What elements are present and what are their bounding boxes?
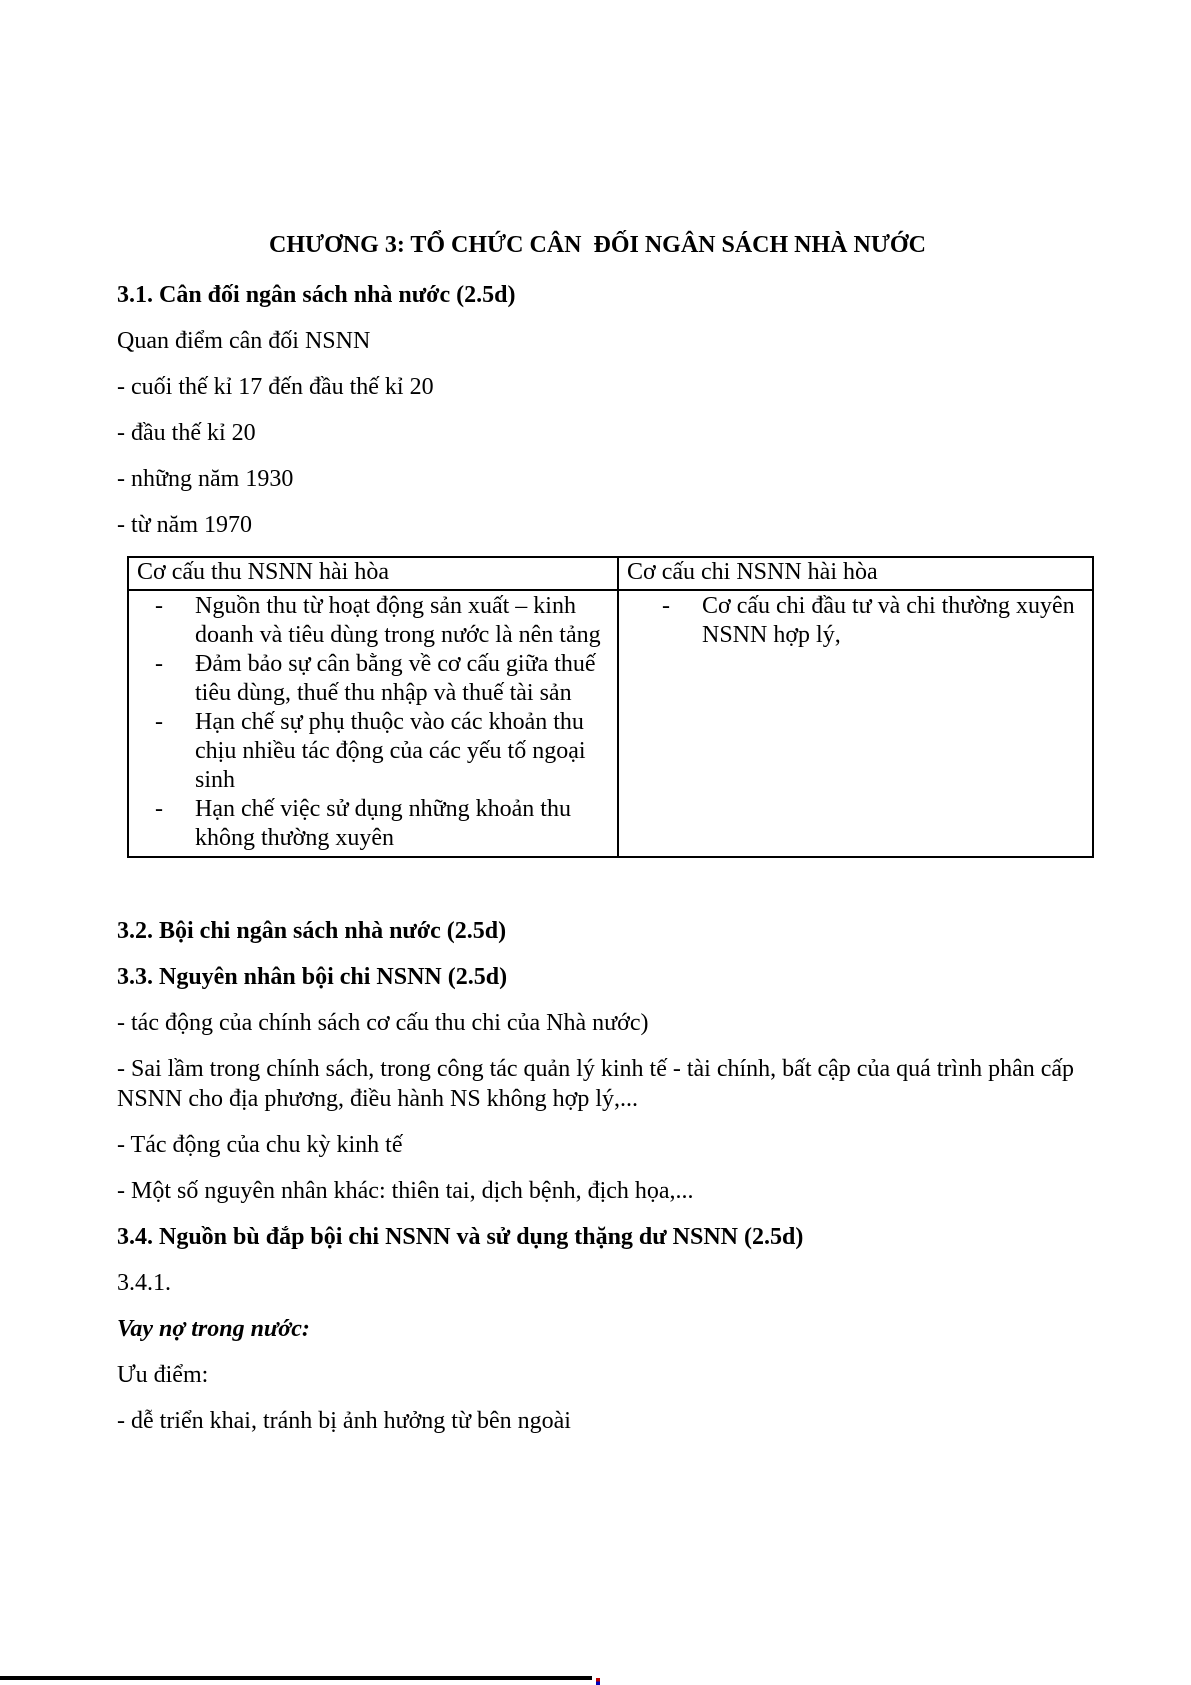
list-item-text: Cơ cấu chi đầu tư và chi thường xuyên NSNN hợp lý, [702, 593, 1075, 648]
table-cell-thu [128, 590, 618, 857]
heading-3-2: 3.2. Bội chi ngân sách nhà nước (2.5d) [117, 918, 507, 944]
table-header-row [128, 557, 1093, 590]
bullet-marker: - [662, 593, 670, 619]
list-item-text: Nguồn thu từ hoạt động sản xuất – kinh doanh và tiêu dùng trong nước là nên tảng [195, 593, 601, 648]
bullet-marker: - [155, 593, 163, 619]
list-item-text: Hạn chế việc sử dụng những khoản thu không thường xuyên [195, 796, 571, 851]
paragraph-cuoi-the-ki-17: - cuối thế kỉ 17 đến đầu thế kỉ 20 [117, 374, 434, 400]
bullet-marker: - [155, 796, 163, 822]
table-body-row [128, 590, 1093, 857]
paragraph-tu-nam-1970: - từ năm 1970 [117, 512, 252, 538]
paragraph-tac-dong-chinh-sach: - tác động của chính sách cơ cấu thu chi của Nhà nước) [117, 1010, 649, 1036]
page-bottom-artifact [596, 1678, 600, 1685]
paragraph-nguyen-nhan-khac: - Một số nguyên nhân khác: thiên tai, dịch bệnh, địch họa,... [117, 1178, 694, 1204]
chapter-title: CHƯƠNG 3: TỔ CHỨC CÂN ĐỐI NGÂN SÁCH NHÀ NƯỚC [269, 232, 926, 258]
table-header-chi: Cơ cấu chi NSNN hài hòa [618, 557, 1093, 590]
list-item-text: Đảm bảo sự cân bằng về cơ cấu giữa thuế tiêu dùng, thuế thu nhập và thuế tài sản [195, 651, 596, 706]
list-item-thu-1 [137, 592, 609, 650]
paragraph-chu-ky-kinh-te: - Tác động của chu kỳ kinh tế [117, 1132, 403, 1158]
heading-3-4: 3.4. Nguồn bù đắp bội chi NSNN và sử dụng thặng dư NSNN (2.5d) [117, 1224, 804, 1250]
footnote-separator-line [0, 1676, 592, 1680]
paragraph-nhung-nam-1930: - những năm 1930 [117, 466, 294, 492]
list-item-thu-2 [137, 650, 609, 708]
paragraph-dau-the-ki-20: - đầu thế kỉ 20 [117, 420, 256, 446]
list-item-thu-4 [137, 795, 609, 853]
bullet-marker: - [155, 651, 163, 677]
bullet-marker: - [155, 709, 163, 735]
heading-3-3: 3.3. Nguyên nhân bội chi NSNN (2.5d) [117, 964, 508, 990]
paragraph-uu-diem: Ưu điểm: [117, 1362, 209, 1388]
list-item-text: Hạn chế sự phụ thuộc vào các khoản thu chịu nhiều tác động của các yếu tố ngoại sinh [195, 709, 586, 793]
paragraph-3-4-1: 3.4.1. [117, 1270, 171, 1296]
paragraph-de-trien-khai: - dễ triển khai, tránh bị ảnh hưởng từ bên ngoài [117, 1408, 571, 1434]
paragraph-vay-no-trong-nuoc: Vay nợ trong nước: [117, 1316, 310, 1342]
heading-3-1: 3.1. Cân đối ngân sách nhà nước (2.5d) [117, 282, 516, 308]
paragraph-sai-lam: - Sai lầm trong chính sách, trong công tác quản lý kinh tế - tài chính, bất cập của quá trình phân cấp NSNN cho địa phương, điều hành NS không hợp lý,... [117, 1056, 1075, 1112]
budget-balance-table [127, 556, 1094, 858]
list-item-chi-1 [627, 592, 1084, 650]
table-cell-chi [618, 590, 1093, 857]
paragraph-quan-diem: Quan điểm cân đối NSNN [117, 328, 371, 354]
table-header-thu: Cơ cấu thu NSNN hài hòa [128, 557, 618, 590]
list-item-thu-3 [137, 708, 609, 795]
